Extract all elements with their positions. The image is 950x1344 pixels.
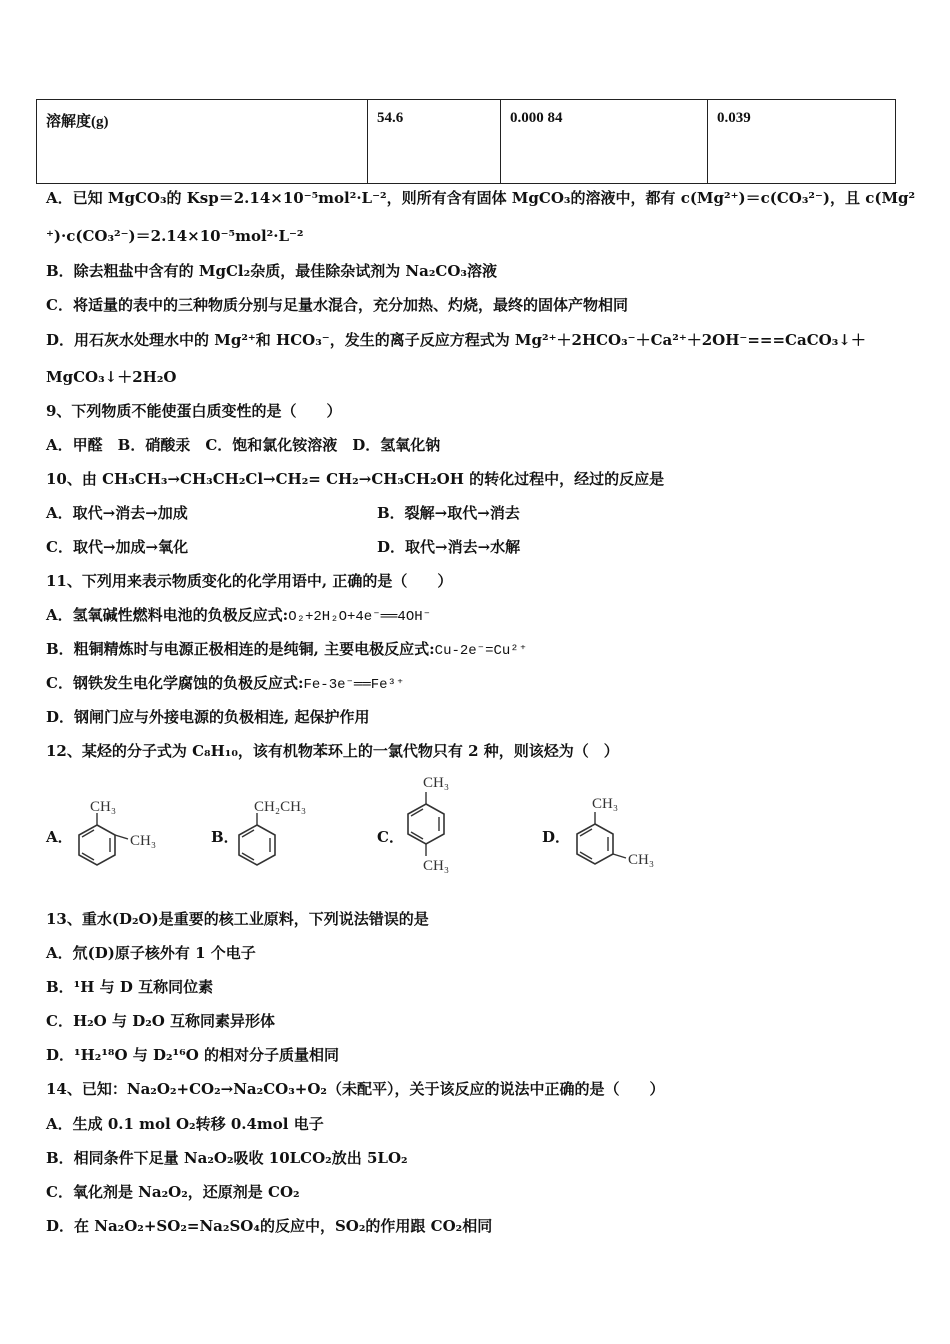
q11-option-b <box>46 639 527 661</box>
q8-option-a-line2: ⁺)·c(CO₃²⁻)＝2.14×10⁻⁵mol²·L⁻² <box>46 227 304 245</box>
p-xylene-structure <box>395 772 475 876</box>
q13-option-c: C．H₂O 与 D₂O 互称同素异形体 <box>46 1012 276 1030</box>
methyl-label: CH₃ <box>423 775 450 791</box>
q10-option-b: B．裂解→取代→消去 <box>377 504 520 522</box>
q14-option-b: B．相同条件下足量 Na₂O₂吸收 10LCO₂放出 5LO₂ <box>46 1149 408 1167</box>
q11-option-c-equation: Fe-3e⁻══Fe³⁺ <box>303 677 405 693</box>
q10-option-a: A．取代→消去→加成 <box>46 504 188 522</box>
q10-option-d: D．取代→消去→水解 <box>377 538 521 556</box>
q11-option-a-equation: O₂+2H₂O+4e⁻══4OH⁻ <box>288 609 432 625</box>
table-cell: 54.6 <box>368 100 501 184</box>
q10-option-c: C．取代→加成→氧化 <box>46 538 189 556</box>
q13-option-b: B．¹H 与 D 互称同位素 <box>46 978 214 996</box>
methyl-label: CH₃ <box>130 833 157 849</box>
q8-option-d-line2: MgCO₃↓＋2H₂O <box>46 368 177 386</box>
table-row <box>37 100 896 184</box>
m-xylene-structure <box>568 792 668 876</box>
methyl-label: CH₃ <box>90 799 117 815</box>
q14-option-c: C．氧化剂是 Na₂O₂，还原剂是 CO₂ <box>46 1183 300 1201</box>
q10-stem: 10、由 CH₃CH₃→CH₃CH₂Cl→CH₂= CH₂→CH₃CH₂OH 的转化过程中，经过的反应是 <box>46 470 665 488</box>
solubility-table <box>36 99 896 184</box>
q8-option-c: C．将适量的表中的三种物质分别与足量水混合，充分加热、灼烧，最终的固体产物相同 <box>46 296 628 314</box>
q9-stem: 9、下列物质不能使蛋白质变性的是（ ） <box>46 402 342 420</box>
q11-option-b-equation: Cu-2e⁻=Cu²⁺ <box>434 643 528 659</box>
table-cell: 0.000 84 <box>501 100 708 184</box>
ethylbenzene-structure <box>230 795 330 875</box>
methyl-label: CH₃ <box>592 796 619 812</box>
table-cell: 0.039 <box>708 100 896 184</box>
q14-option-a: A．生成 0.1 mol O₂转移 0.4mol 电子 <box>46 1115 324 1133</box>
q13-stem: 13、重水(D₂O)是重要的核工业原料，下列说法错误的是 <box>46 910 429 928</box>
methyl-label: CH₃ <box>628 852 655 868</box>
o-xylene-structure <box>70 795 170 875</box>
q12-option-c-label: C． <box>377 828 404 846</box>
q11-option-a-label: A．氢氧碱性燃料电池的负极反应式: <box>46 606 289 624</box>
q11-option-c-label: C．钢铁发生电化学腐蚀的负极反应式: <box>46 674 304 692</box>
q12-option-a-label: A． <box>46 828 73 846</box>
q11-option-c <box>46 673 404 695</box>
ethyl-label: CH₂CH₃ <box>254 799 307 815</box>
q12-option-d-label: D． <box>542 828 571 846</box>
q11-option-a <box>46 605 431 627</box>
q8-option-a-line1: A．已知 MgCO₃的 Ksp＝2.14×10⁻⁵mol²·L⁻²，则所有含有固体 MgCO₃的溶液中，都有 c(Mg²⁺)＝c(CO₃²⁻)，且 c(Mg² <box>46 189 916 207</box>
methyl-label: CH₃ <box>423 858 450 874</box>
q9-options: A．甲醛 B．硝酸汞 C．饱和氯化铵溶液 D．氢氧化钠 <box>46 436 441 454</box>
q11-option-d: D．钢闸门应与外接电源的负极相连, 起保护作用 <box>46 708 370 726</box>
q11-stem: 11、下列用来表示物质变化的化学用语中, 正确的是（ ） <box>46 572 453 590</box>
q8-option-d-line1: D．用石灰水处理水中的 Mg²⁺和 HCO₃⁻，发生的离子反应方程式为 Mg²⁺＋2HCO₃⁻＋Ca²⁺＋2OH⁻===CaCO₃↓＋ <box>46 331 866 349</box>
q8-option-b: B．除去粗盐中含有的 MgCl₂杂质，最佳除杂试剂为 Na₂CO₃溶液 <box>46 262 497 280</box>
table-row-label: 溶解度(g) <box>37 100 368 184</box>
q13-option-d: D．¹H₂¹⁸O 与 D₂¹⁶O 的相对分子质量相同 <box>46 1046 339 1064</box>
q12-stem: 12、某烃的分子式为 C₈H₁₀，该有机物苯环上的一氯代物只有 2 种，则该烃为（ ） <box>46 742 619 760</box>
q11-option-b-label: B．粗铜精炼时与电源正极相连的是纯铜, 主要电极反应式: <box>46 640 435 658</box>
q14-stem: 14、已知：Na₂O₂+CO₂→Na₂CO₃+O₂（未配平），关于该反应的说法中正确的是（ ） <box>46 1080 665 1098</box>
q12-option-b-label: B． <box>211 828 239 846</box>
q14-option-d: D．在 Na₂O₂+SO₂=Na₂SO₄的反应中，SO₂的作用跟 CO₂相同 <box>46 1217 493 1235</box>
q13-option-a: A．氘(D)原子核外有 1 个电子 <box>46 944 256 962</box>
